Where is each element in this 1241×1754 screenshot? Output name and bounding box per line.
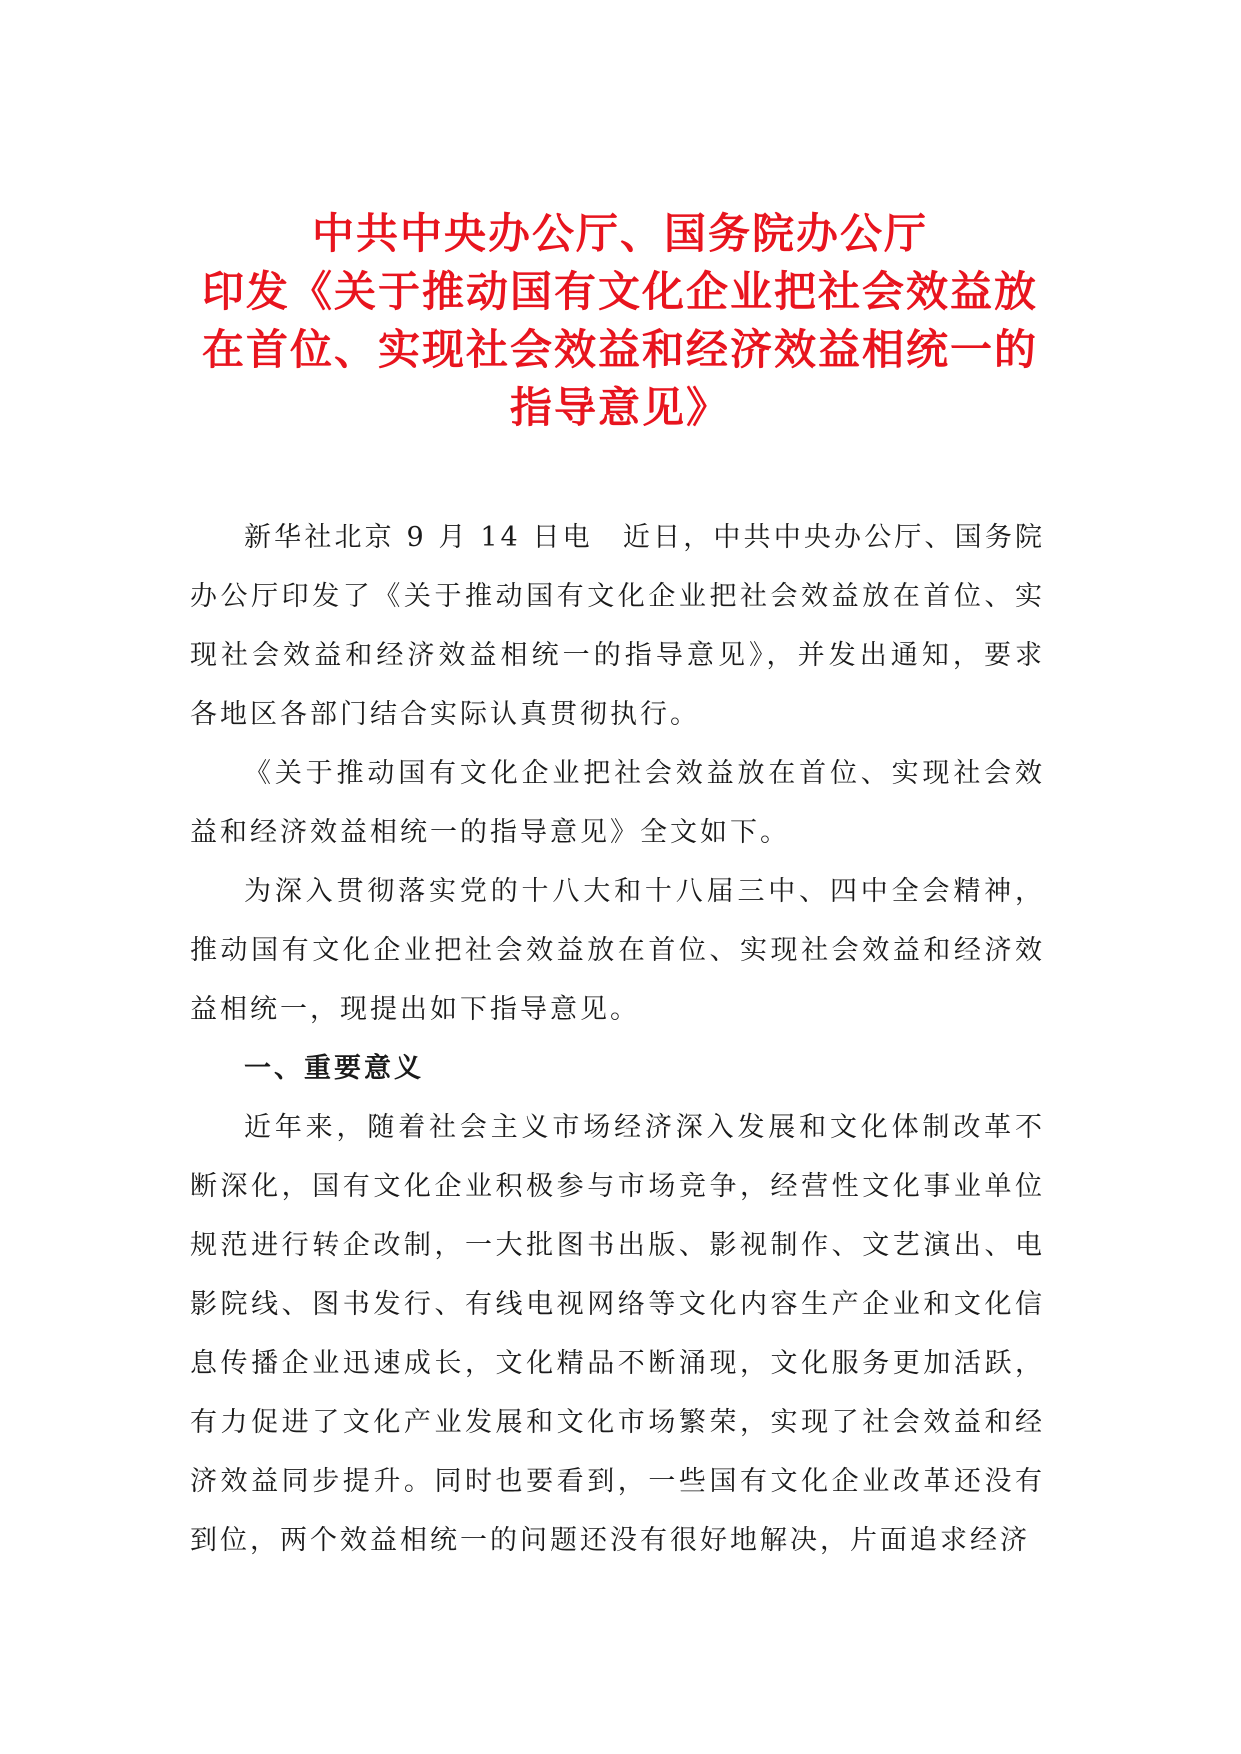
- document-body: [190, 508, 1045, 1570]
- section-heading: 一、重要意义: [244, 1053, 424, 1084]
- title-line-4: 指导意见》: [509, 383, 730, 432]
- title-line-1: 中共中央办公厅、国务院办公厅: [311, 209, 928, 258]
- title-line-2: 印发《关于推动国有文化企业把社会效益放: [201, 267, 1038, 316]
- paragraph-purpose: 为深入贯彻落实党的十八大和十八届三中、四中全会精神，推动国有文化企业把社会效益放在首位、实现社会效益和经济效益相统一，现提出如下指导意见。: [190, 876, 1045, 1025]
- paragraph-dateline: 新华社北京 9 月 14 日电 近日，中共中央办公厅、国务院办公厅印发了《关于推动国有文化企业把社会效益放在首位、实现社会效益和经济效益相统一的指导意见》，并发出通知，要求各地区各部门结合实际认真贯彻执行。: [190, 522, 1045, 730]
- document-title: [150, 205, 1090, 437]
- section-paragraph: 近年来，随着社会主义市场经济深入发展和文化体制改革不断深化，国有文化企业积极参与市场竞争，经营性文化事业单位规范进行转企改制，一大批图书出版、影视制作、文艺演出、电影院线、图书发行、有线电视网络等文化内容生产企业和文化信息传播企业迅速成长，文化精品不断涌现，文化服务更加活跃，有力促进了文化产业发展和文化市场繁荣，实现了社会效益和经济效益同步提升。同时也要看到，一些国有文化企业改革还没有到位，两个效益相统一的问题还没有很好地解决，片面追求经济: [190, 1112, 1045, 1556]
- paragraph-intro: 《关于推动国有文化企业把社会效益放在首位、实现社会效益和经济效益相统一的指导意见》全文如下。: [190, 758, 1045, 848]
- title-line-3: 在首位、实现社会效益和经济效益相统一的: [201, 325, 1038, 374]
